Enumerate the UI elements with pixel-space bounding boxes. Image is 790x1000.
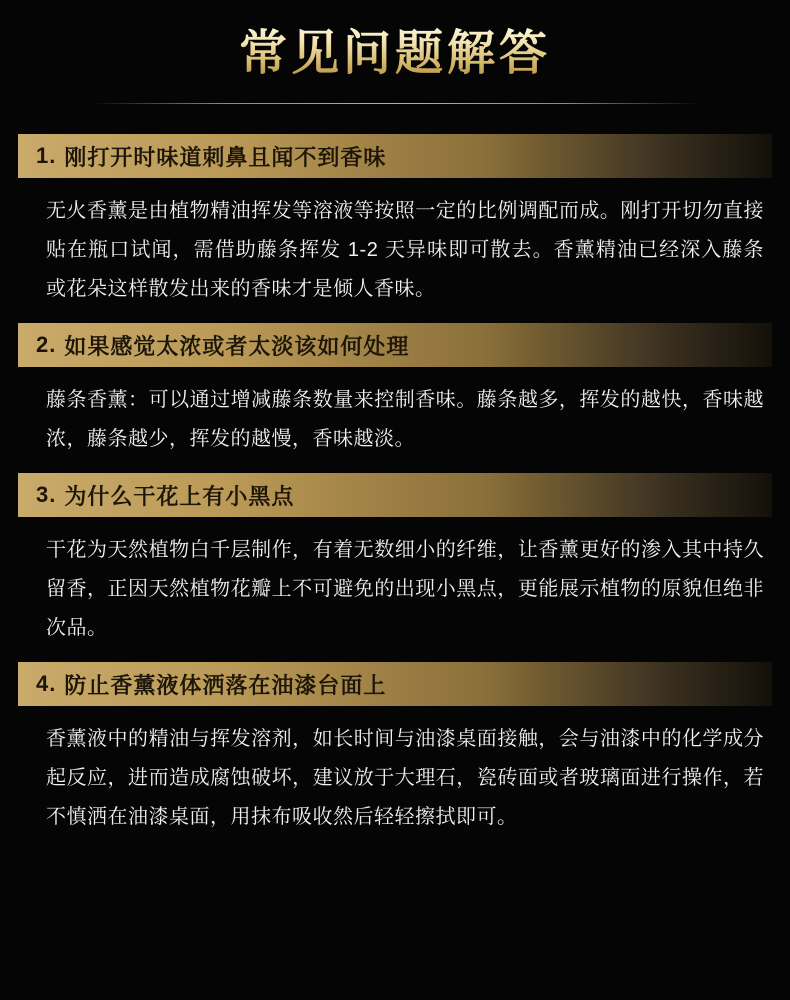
title-divider <box>90 103 700 104</box>
faq-question-text: 为什么干花上有小黑点 <box>64 483 295 509</box>
faq-answer-text: 藤条香薰：可以通过增减藤条数量来控制香味。藤条越多，挥发的越快，香味越浓，藤条越少，挥发的越慢，香味越淡。 <box>46 389 764 451</box>
faq-item <box>0 662 790 843</box>
faq-answer <box>0 178 790 315</box>
faq-question-text: 如果感觉太浓或者太淡该如何处理 <box>64 333 410 359</box>
faq-question-bar[interactable] <box>18 473 772 517</box>
faq-question-number: 4. <box>36 671 57 697</box>
faq-answer-text: 无火香薰是由植物精油挥发等溶液等按照一定的比例调配而成。刚打开切勿直接贴在瓶口试闻，需借助藤条挥发 1-2 天异味即可散去。香薰精油已经深入藤条或花朵这样散发出来的香味才是倾人香味。 <box>46 200 764 301</box>
page-header <box>0 0 790 104</box>
faq-list <box>0 134 790 843</box>
faq-question-number: 1. <box>36 143 57 169</box>
faq-question-text: 刚打开时味道刺鼻且闻不到香味 <box>64 144 387 170</box>
faq-answer <box>0 517 790 654</box>
faq-answer <box>0 706 790 843</box>
faq-answer-text: 香薰液中的精油与挥发溶剂，如长时间与油漆桌面接触，会与油漆中的化学成分起反应，进而造成腐蚀破坏，建议放于大理石，瓷砖面或者玻璃面进行操作，若不慎洒在油漆桌面，用抹布吸收然后轻轻擦拭即可。 <box>46 728 764 829</box>
faq-question-number: 3. <box>36 482 57 508</box>
faq-item <box>0 323 790 465</box>
faq-question-bar[interactable] <box>18 134 772 178</box>
faq-item <box>0 473 790 654</box>
faq-question-bar[interactable] <box>18 662 772 706</box>
page-title: 常见问题解答 <box>238 27 551 80</box>
faq-question-bar[interactable] <box>18 323 772 367</box>
faq-question-text: 防止香薰液体洒落在油漆台面上 <box>64 672 387 698</box>
faq-question-number: 2. <box>36 332 57 358</box>
faq-answer-text: 干花为天然植物白千层制作，有着无数细小的纤维，让香薰更好的渗入其中持久留香，正因天然植物花瓣上不可避免的出现小黑点，更能展示植物的原貌但绝非次品。 <box>46 539 764 640</box>
faq-answer <box>0 367 790 465</box>
faq-item <box>0 134 790 315</box>
